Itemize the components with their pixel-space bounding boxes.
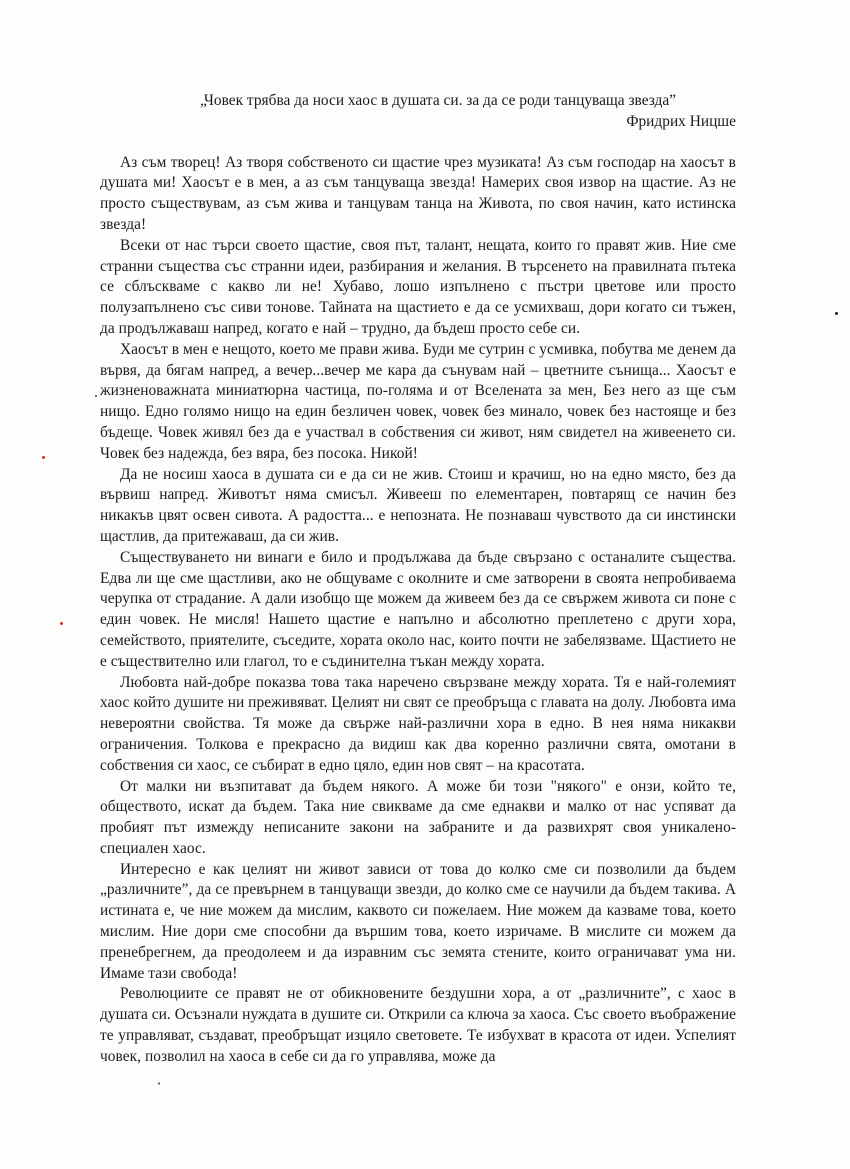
scan-speck [42, 456, 45, 459]
paragraph: Съществуването ни винаги е било и продължава да бъде свързано с останалите същества. Едва ли ще сме щастливи, ако не общуваме с околните и сме затворени в своята непробиваема черупка от страдание. А дали изобщо ще можем да живеем без да се свържем живота си поне с един човек. Не мисля! Нашето щастие е напълно и абсолютно преплетено с други хора, семейството, приятелите, съседите, хората около нас, които почти не забелязваме. Щастието не е съществително или глагол, то е съдинителна тъкан между хората. [100, 548, 736, 670]
scan-speck [158, 1082, 160, 1085]
paragraph: Хаосът в мен е нещото, което ме прави жива. Буди ме сутрин с усмивка, побутва ме денем да вървя, да бягам напред, а вечер...вечер ме кара да сънувам най – цветните сънища... Хаосът е жизненоважната миниатюрна частица, по-голяма и от Вселената за мен, Без него аз ще съм нищо. Едно голямо нищо на един безличен човек, човек без минало, човек без настояще и без бъдеще. Човек живял без да е участвал в собствения си живот, ням свидетел на живеенето си. Човек без надежда, без вяра, без посока. Никой! [100, 340, 736, 462]
scan-speck [60, 622, 63, 625]
paragraph: Любовта най-добре показва това така наречено свързване между хората. Тя е най-големият хаос който душите ни преживяват. Целият ни свят се преобръща с главата на долу. Любовта има невероятни свойства. Тя може да свърже най-различни хора в едно. В нея няма никакви ограничения. Толкова е прекрасно да видиш как два коренно различни свята, омотани в собствения си хаос, се събират в едно цяло, един нов свят – на красотата. [100, 673, 736, 774]
epigraph-quote: „Човек трябва да носи хаос в душата си. за да се роди танцуваща звезда” [199, 92, 677, 109]
epigraph-author: Фридрих Ницше [626, 112, 736, 130]
document-body [100, 91, 736, 1068]
paragraph: Революциите се правят не от обикновените бездушни хора, а от „различните”, с хаос в душата си. Осъзнали нуждата в душите си. Открили са ключа за хаоса. Със своето въображение те управляват, създават, преобръщат изцяло световете. Те избухват в красота от идеи. Успелият човек, позволил на хаоса в себе си да го управлява, може да [100, 985, 736, 1065]
scan-speck [835, 312, 838, 315]
scan-speck [95, 395, 97, 397]
paragraph: От малки ни възпитават да бъдем някого. А може би този "някого" е онзи, който те, обществото, искат да бъдем. Така ние свикваме да сме еднакви и малко от нас успяват да пробият път измежду неписаните закони на забраните и да развихрят своя уникалено-специален хаос. [100, 777, 736, 857]
paragraph: Аз съм творец! Аз творя собственото си щастие чрез музиката! Аз съм господар на хаосът в душата ми! Хаосът е в мен, а аз съм танцуваща звезда! Намерих своя извор на щастие. Аз не просто съществувам, аз съм жива и танцувам танца на Живота, по своя начин, като истинска звезда! [100, 153, 736, 233]
paragraph: Всеки от нас търси своето щастие, своя път, талант, нещата, които го правят жив. Ние сме странни същества със странни идеи, разбирания и желания. В търсенето на правилната пътека се сблъскваме с какво ли не! Хубаво, лошо изпълнено с пъстри цветове или просто полузапълнено със сиви тонове. Тайната на щастието е да се усмихваш, дори когато си тъжен, да продължаваш напред, когато е най – трудно, да бъдеш просто себе си. [100, 236, 736, 337]
paragraph: Интересно е как целият ни живот зависи от това до колко сме си позволили да бъдем „различните”, да се превърнем в танцуващи звезди, до колко сме се научили да бъдем такива. А истината е, че ние можем да мислим, каквото си пожелаем. Ние можем да казваме това, което мислим. Ние дори сме способни да вършим това, което изричаме. В мислите си можем да пренебрегнем, да преодолеем и да изравним със земята стените, които ограничават ума ни. Имаме тази свобода! [100, 860, 736, 982]
paragraph: Да не носиш хаоса в душата си е да си не жив. Стоиш и крачиш, но на едно място, без да вървиш напред. Животът няма смисъл. Живееш по елементарен, повтарящ се начин без никакъв цвят освен сивота. А радостта... е непозната. Не познаваш чувството да си инстински щастлив, да притежаваш, да си жив. [100, 465, 736, 545]
